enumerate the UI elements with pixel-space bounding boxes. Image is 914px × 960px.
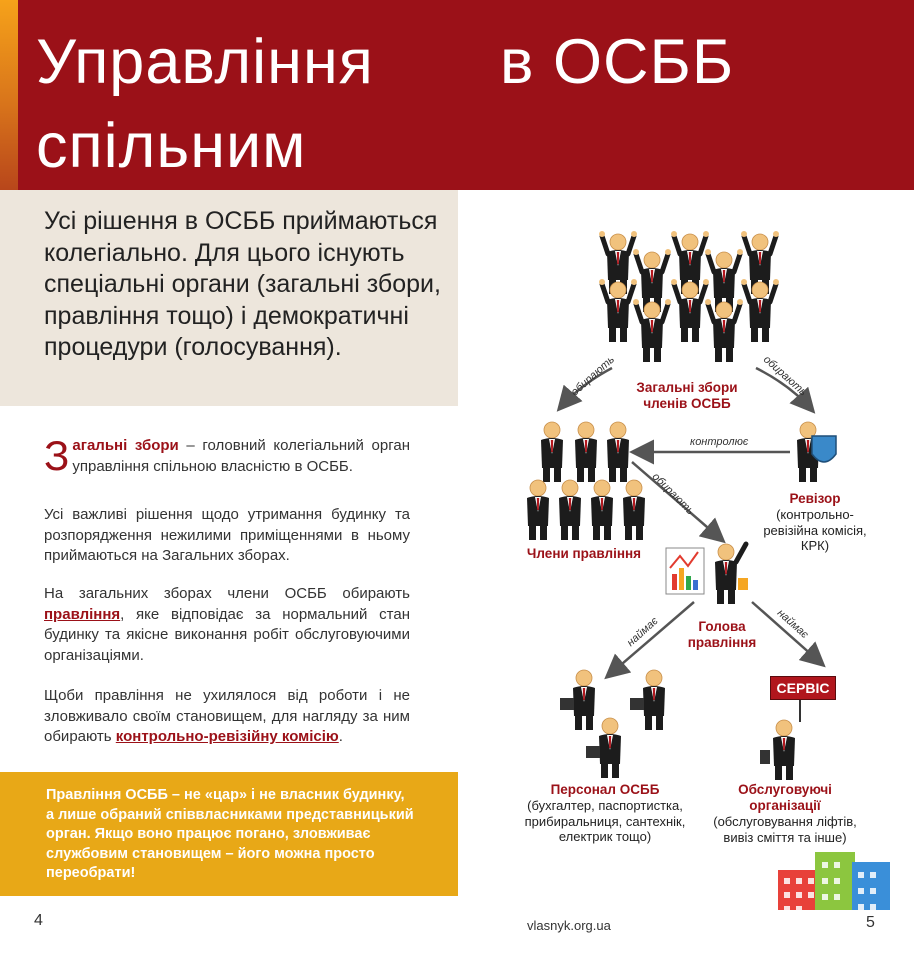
label-board-members: Члени правління [526, 546, 642, 561]
page-number-left: 4 [34, 912, 43, 929]
label-service-desc: (обслуговування ліфтів, вивіз сміття та інше) [713, 814, 857, 845]
label-service-orgs: Обслуговуючі організації [738, 782, 832, 813]
drop-cap: З [44, 432, 70, 479]
label-general-meeting: Загальні збори членів ОСББ [636, 380, 738, 411]
page-title-part2: в ОСББ [500, 27, 735, 97]
callout-text: Правління ОСББ – не «цар» і не власник будинку, а лише обраний співвласниками представницький орган. Якщо воно працює погано, зловживає службовим становищем – його можна просто переобрати! [46, 787, 414, 881]
paragraph-general-meeting [44, 432, 410, 479]
paragraph-board [44, 584, 410, 666]
term-audit-commission: контрольно-ревізійну комісію [115, 728, 339, 745]
label-chairman: Голова правління [687, 619, 757, 650]
auditor-icon [797, 422, 836, 482]
chairman-icon [666, 544, 748, 604]
header-accent-stripe [0, 0, 18, 190]
intro-text: Усі рішення в ОСББ приймаються колегіально. Для цього існують спеціальні органи (загальні збори, правління тощо) і демократичні процедури (голосування). [44, 207, 441, 361]
paragraph-audit [44, 686, 410, 748]
general-meeting-crowd-icon [599, 231, 779, 362]
buildings-logo-icon [778, 852, 890, 910]
page-title-part1: Управління [36, 27, 374, 97]
website-link[interactable]: vlasnyk.org.ua [527, 918, 611, 933]
paragraph-decisions: Усі важливі рішення щодо утримання будинку та розпорядження нежилими приміщеннями в ньому приймаються на Загальних зборах. [44, 506, 410, 564]
paragraph-text: Щоби правління не ухилялося від роботи і не зловживало своїм становищем, для нагляду за ним обирають [44, 687, 410, 745]
arrow-label-elect-chair: обирають [649, 470, 697, 518]
page-number-right: 5 [866, 914, 875, 931]
term-general-meeting: агальні збори [72, 437, 179, 454]
board-members-icon [527, 422, 645, 540]
arrow-label-controls: контролює [690, 436, 749, 448]
paragraph-text: . [338, 728, 343, 745]
arrow-label-hires-left: наймає [624, 615, 661, 649]
label-staff: Персонал ОСББ [550, 782, 660, 797]
label-auditor: Ревізор [789, 491, 841, 506]
label-staff-desc: (бухгалтер, паспортистка, прибиральниця, сантехнік, електрик тощо) [524, 798, 686, 844]
paragraph-text: – головний колегіальний орган управління спільною власністю в ОСББ. [72, 437, 410, 475]
page-title-part3: спільним [36, 111, 307, 181]
arrow-label-elect-left: обирають [568, 353, 617, 399]
paragraph-text: , яке відповідає за нормальний стан будинку та якісне виконання робіт обслуговуючими організаціями. [44, 605, 410, 664]
term-board: правління [44, 605, 121, 623]
service-sign: СЕРВІС [770, 676, 836, 700]
staff-icon [560, 670, 665, 778]
arrow-label-hires-right: наймає [774, 607, 811, 641]
label-auditor-desc: (контрольно-ревізійна комісія, КРК) [763, 507, 867, 553]
arrow-label-elect-right: обирають [760, 353, 809, 399]
service-worker-icon [760, 700, 800, 780]
paragraph-text: На загальних зборах члени ОСББ обирають [44, 585, 410, 602]
